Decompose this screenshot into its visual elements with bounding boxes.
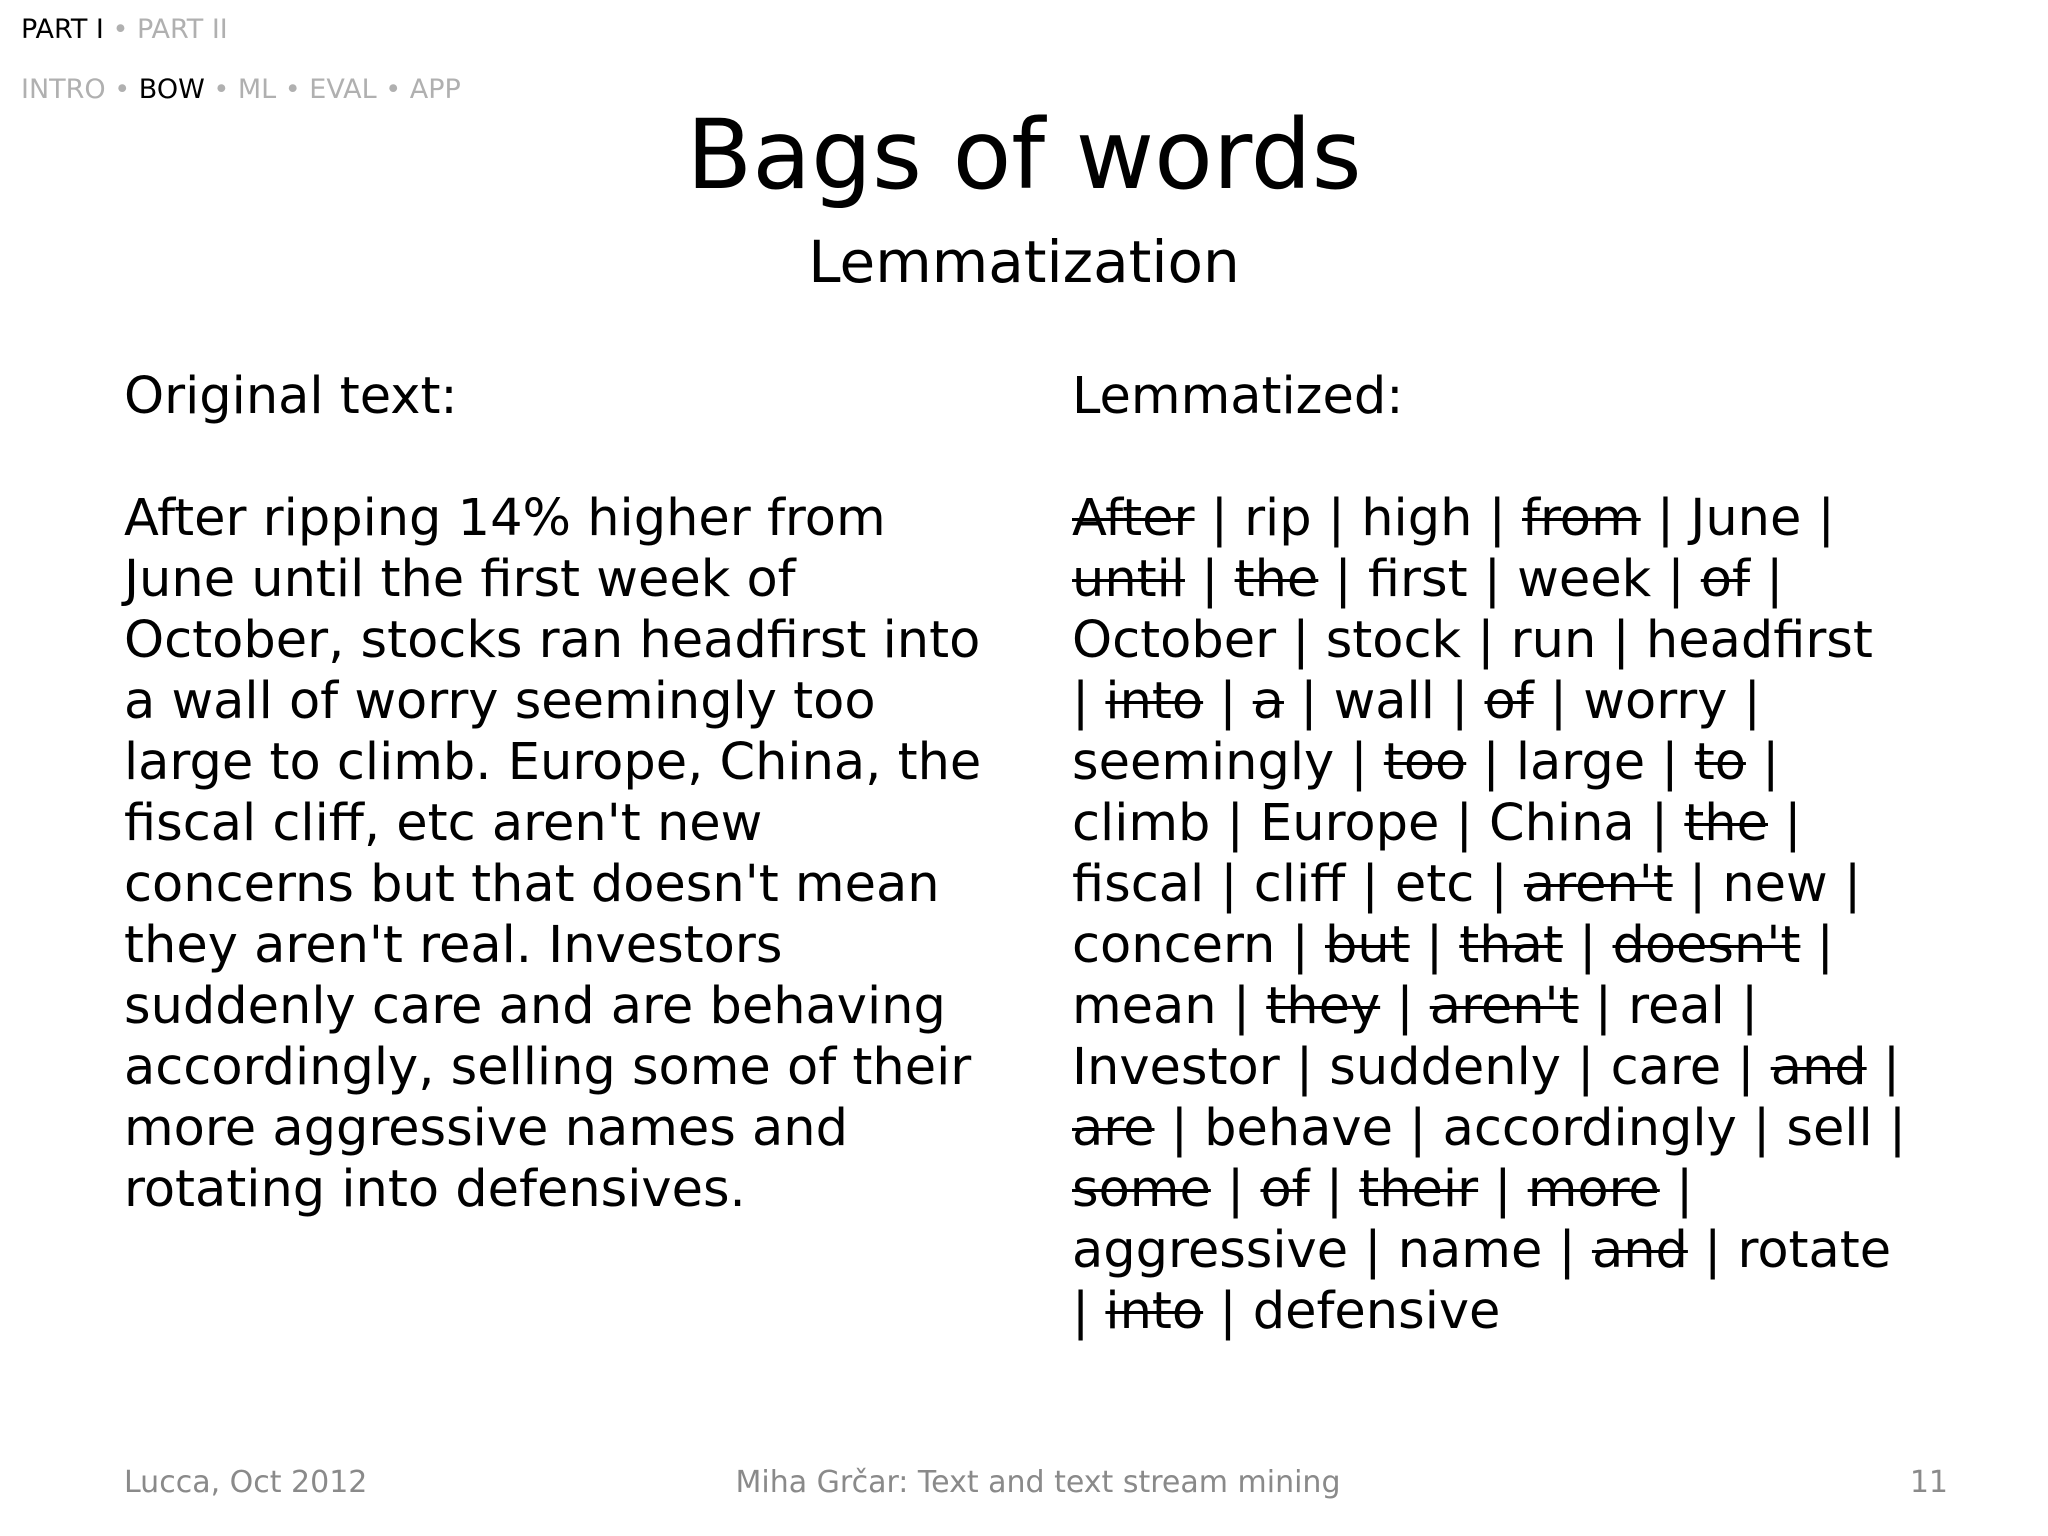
footer-location-date: Lucca, Oct 2012 [124,1465,368,1500]
nav-item-eval[interactable]: EVAL [309,74,377,105]
lemma-text: | [1866,1038,1901,1097]
original-text-line: accordingly, selling some of their [124,1038,972,1097]
lemma-text: | rip | high | [1194,489,1522,548]
lemma-text: | [1767,794,1802,853]
lemma-text: | real | [1578,977,1759,1036]
lemma-text: | [1309,1160,1360,1219]
lemmatized-heading: Lemmatized: [1072,367,1404,426]
removed-stopword: into [1105,1282,1204,1341]
removed-stopword: doesn't [1612,916,1801,975]
nav-item-app[interactable]: APP [409,74,461,105]
lemma-text: | June | [1640,489,1835,548]
removed-stopword: a [1252,672,1284,731]
lemma-text: | [1745,733,1780,792]
lemma-text: | large | [1466,733,1695,792]
lemma-text: seemingly | [1072,733,1384,792]
removed-stopword: After [1072,489,1195,548]
nav-item-part-i[interactable]: PART I [21,14,104,45]
lemma-text: mean | [1072,977,1267,1036]
removed-stopword: from [1522,489,1641,548]
lemma-text: concern | [1072,916,1325,975]
lemmatized-line [1072,793,1952,854]
lemma-text: climb | Europe | China | [1072,794,1685,853]
original-text-line: October, stocks ran headfirst into [124,611,981,670]
nav-separator: • [376,74,410,105]
nav-separator: • [276,74,310,105]
removed-stopword: the [1234,550,1319,609]
lemmatized-line [1072,1159,1952,1220]
lemma-text: | wall | [1283,672,1485,731]
lemmatized-line [1072,732,1952,793]
lemma-text: | [1203,672,1253,731]
original-text-line: suddenly care and are behaving [124,977,946,1036]
removed-stopword: more [1527,1160,1660,1219]
removed-stopword: but [1324,916,1410,975]
original-text-line: fiscal cliff, etc aren't new [124,794,763,853]
removed-stopword: the [1684,794,1768,853]
original-text-line: large to climb. Europe, China, the [124,733,982,792]
removed-stopword: aren't [1523,855,1673,914]
original-text-column [124,366,994,1220]
removed-stopword: of [1700,550,1750,609]
lemma-text: | [1380,977,1430,1036]
removed-stopword: into [1105,672,1204,731]
slide-subtitle: Lemmatization [808,228,1240,296]
nav-separator: • [204,74,238,105]
lemmatized-column [1072,366,1952,1342]
removed-stopword: some [1072,1160,1211,1219]
removed-stopword: are [1072,1099,1155,1158]
removed-stopword: to [1694,733,1746,792]
part-navigation [21,14,228,45]
slide-title: Bags of words [686,99,1362,211]
lemmatized-line [1072,488,1952,549]
lemma-text: October | stock | run | headfirst [1072,611,1873,670]
removed-stopword: until [1072,550,1185,609]
lemma-text: Investor | suddenly | care | [1072,1038,1771,1097]
lemmatized-line [1072,549,1952,610]
original-text-line: rotating into defensives. [124,1160,746,1219]
nav-item-intro[interactable]: INTRO [21,74,106,105]
original-text-line: more aggressive names and [124,1099,848,1158]
lemma-text: | [1478,1160,1528,1219]
lemmatized-body [1072,488,1952,1342]
removed-stopword: aren't [1429,977,1579,1036]
nav-separator: • [105,74,139,105]
lemma-text: | [1749,550,1784,609]
lemma-text: | [1210,1160,1261,1219]
lemma-text: | [1659,1160,1694,1219]
lemma-text: | [1562,916,1613,975]
lemma-text: | defensive [1203,1282,1501,1341]
lemma-text: | first | week | [1318,550,1701,609]
lemma-text: | [1184,550,1235,609]
lemmatized-line [1072,854,1952,915]
removed-stopword: and [1591,1221,1688,1280]
lemma-text: | behave | accordingly | sell | [1154,1099,1907,1158]
original-text-line: concerns but that doesn't mean [124,855,940,914]
lemma-text: | [1409,916,1460,975]
lemmatized-line [1072,1098,1952,1159]
original-text-body [124,488,994,1220]
original-text-line: they aren't real. Investors [124,916,783,975]
slide-number: 11 [1909,1465,1948,1500]
lemmatized-line [1072,1037,1952,1098]
removed-stopword: of [1484,672,1534,731]
lemma-text: aggressive | name | [1072,1221,1592,1280]
original-text-heading: Original text: [124,367,458,426]
lemmatized-line [1072,671,1952,732]
original-text-line: a wall of worry seemingly too [124,672,876,731]
lemmatized-line [1072,1281,1952,1342]
nav-item-ml[interactable]: ML [237,74,277,105]
footer-presentation-title: Miha Grčar: Text and text stream mining [735,1465,1341,1500]
removed-stopword: too [1383,733,1467,792]
lemma-text: | [1072,672,1106,731]
lemmatized-line [1072,1220,1952,1281]
lemma-text: | [1800,916,1834,975]
removed-stopword: that [1459,916,1563,975]
nav-item-part-ii[interactable]: PART II [136,14,228,45]
lemmatized-line [1072,915,1952,976]
lemmatized-line [1072,976,1952,1037]
original-text-line: After ripping 14% higher from [124,489,886,548]
removed-stopword: of [1260,1160,1310,1219]
nav-separator: • [103,14,137,45]
removed-stopword: they [1266,977,1381,1036]
lemma-text: | [1072,1282,1106,1341]
nav-item-bow[interactable]: BOW [138,74,205,105]
lemma-text: fiscal | cliff | etc | [1072,855,1524,914]
original-text-line: June until the first week of [124,550,796,609]
lemma-text: | worry | [1533,672,1761,731]
removed-stopword: their [1359,1160,1479,1219]
lemma-text: | new | [1672,855,1862,914]
lemma-text: | rotate [1687,1221,1892,1280]
lemmatized-line [1072,610,1952,671]
removed-stopword: and [1770,1038,1867,1097]
